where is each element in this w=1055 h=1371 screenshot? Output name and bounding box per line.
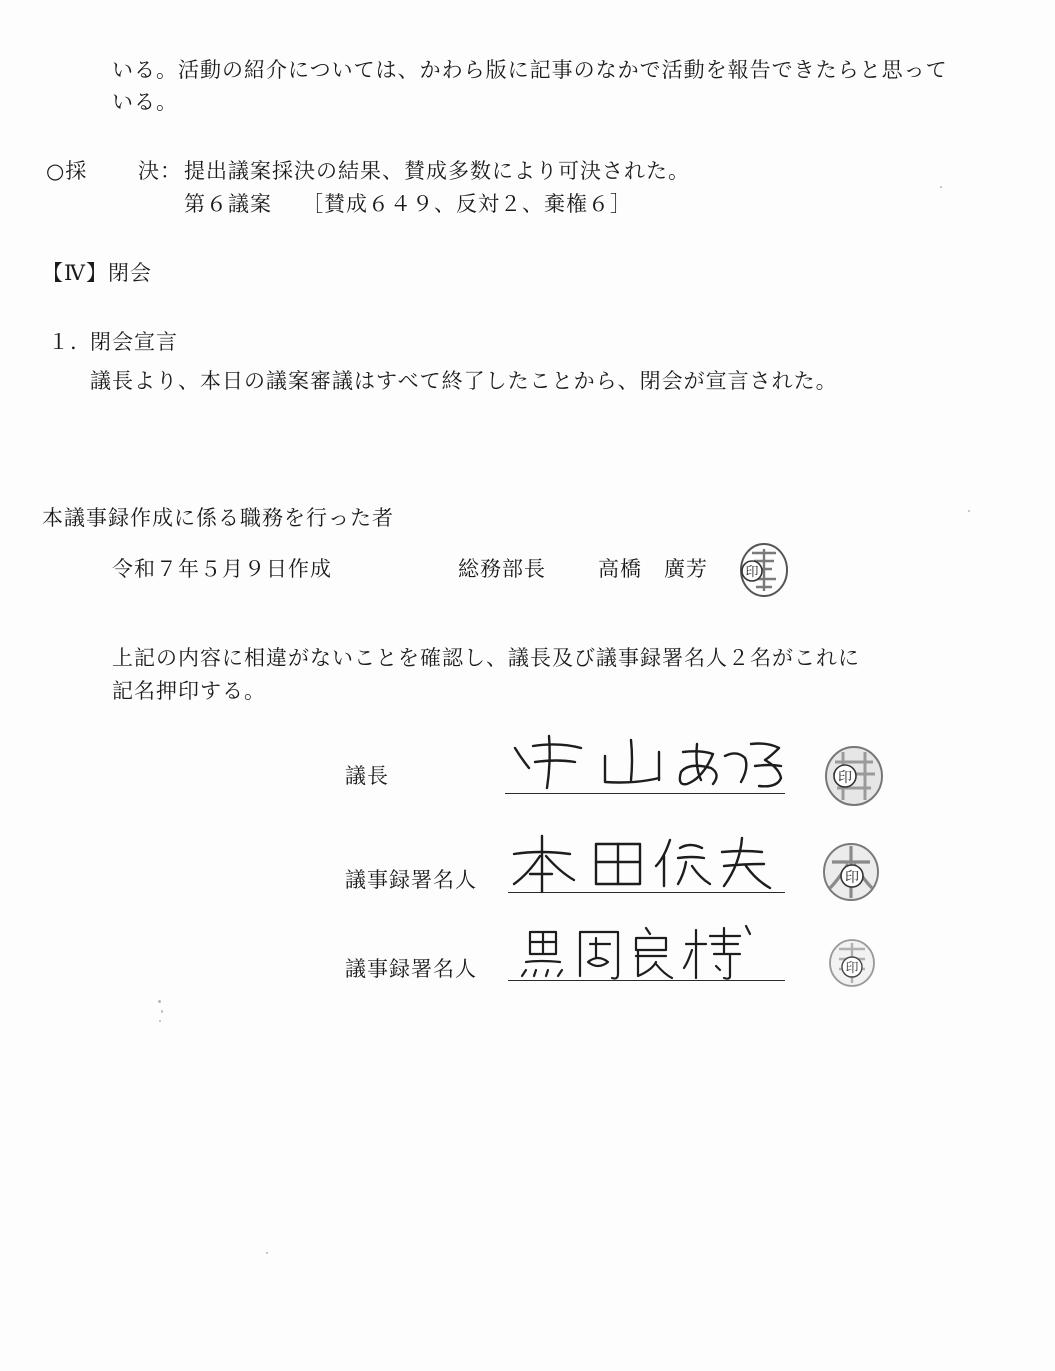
- chair-seal-text: 印: [838, 770, 852, 786]
- scan-speck: [159, 1020, 161, 1022]
- scan-speck: [161, 1010, 163, 1013]
- scan-speck: [158, 1000, 161, 1003]
- discussion-line-1: いる。活動の紹介については、かわら版に記事のなかで活動を報告できたらと思って: [112, 58, 948, 82]
- signatory-2-seal: [827, 937, 877, 989]
- signatory-1-signature-line: [508, 892, 785, 893]
- closing-body: 議長より、本日の議案審議はすべて終了したことから、閉会が宣言された。: [90, 369, 838, 393]
- section-heading-closing: 【Ⅳ】閉会: [42, 261, 152, 285]
- preparation-date: 令和７年５月９日作成: [112, 557, 332, 581]
- preparer-seal: [738, 541, 790, 599]
- signatory-2-label: 議事録署名人: [345, 957, 477, 981]
- vote-label-a: ○採: [46, 159, 88, 183]
- scan-speck: [968, 510, 970, 512]
- vote-agenda-item: 第６議案: [184, 192, 272, 216]
- scan-speck: [266, 1252, 268, 1254]
- signatory-1-seal-text: 印: [845, 870, 859, 886]
- confirmation-line-1: 上記の内容に相違がないことを確認し、議長及び議事録署名人２名がこれに: [112, 646, 860, 670]
- signatory-1-signature: [510, 832, 780, 896]
- signatory-1-seal: [820, 840, 882, 904]
- discussion-line-2: いる。: [112, 90, 178, 114]
- signatory-2-signature: [510, 922, 760, 984]
- closing-title: 閉会宣言: [90, 330, 178, 354]
- preparer-role: 総務部長: [458, 557, 546, 581]
- confirmation-line-2: 記名押印する。: [112, 679, 266, 703]
- chair-signature-line: [505, 793, 785, 794]
- signatory-1-label: 議事録署名人: [345, 868, 477, 892]
- scan-speck: [940, 186, 942, 188]
- vote-label-b: 決：: [138, 159, 182, 183]
- closing-number: １.: [48, 330, 78, 354]
- signatory-2-signature-line: [508, 980, 785, 981]
- chair-signature: [505, 732, 790, 794]
- vote-result: 提出議案採決の結果、賛成多数により可決された。: [184, 159, 690, 183]
- chair-seal: [823, 744, 885, 808]
- vote-tally: ［賛成６４９、反対２、棄権６］: [302, 192, 632, 216]
- chair-label: 議長: [345, 764, 389, 788]
- preparer-seal-text: 印: [745, 565, 759, 580]
- preparer-name: 高橋 廣芳: [598, 557, 708, 581]
- preparer-heading: 本議事録作成に係る職務を行った者: [42, 506, 394, 530]
- signatory-2-seal-text: 印: [845, 961, 859, 976]
